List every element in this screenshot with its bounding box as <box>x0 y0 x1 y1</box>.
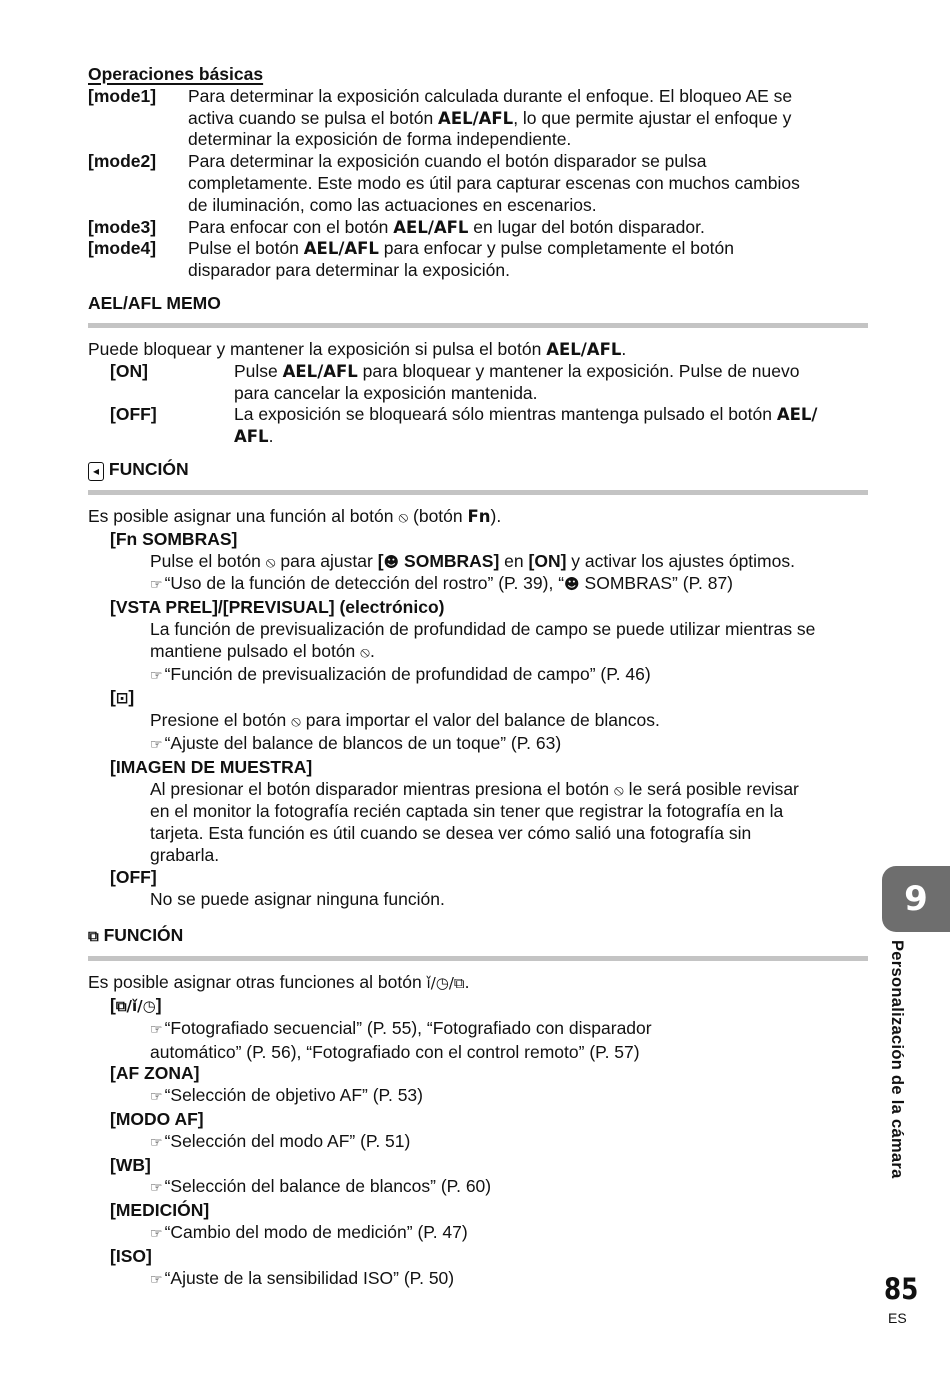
option-text-line <box>88 823 868 845</box>
text-line <box>234 404 817 426</box>
bold-text: [ON] <box>528 550 567 571</box>
chapter-number: 9 <box>904 879 928 919</box>
function-button-icon: ◂ <box>88 462 104 481</box>
text-line <box>234 383 817 405</box>
text-run: “Selección del balance de blancos” (P. 60) <box>164 1176 492 1197</box>
button-name: AEL/AFL <box>303 239 379 259</box>
text-run: Para determinar la exposición cuando el botón disparador se pulsa <box>188 151 707 172</box>
button-symbol-icon: ☻ <box>564 575 580 594</box>
option-text-line <box>88 1176 868 1200</box>
mode-description <box>188 86 800 151</box>
button-name: AEL/AFL <box>438 108 514 128</box>
mode-label: [mode1] <box>88 85 157 106</box>
chapter-tab <box>882 866 950 932</box>
option-text-line <box>88 573 868 597</box>
text-line <box>234 361 817 383</box>
text-run: Puede bloquear y mantener la exposición si pulsa el botón <box>88 338 547 359</box>
text-run: para ajustar <box>275 550 378 571</box>
text-run: en <box>499 550 529 571</box>
text-run: para bloquear y mantener la exposición. Pulse de nuevo <box>357 360 800 381</box>
option-heading <box>88 687 868 710</box>
text-run: de iluminación, como las actuaciones en escenarios. <box>188 194 597 215</box>
drive-function-item-list <box>88 995 868 1291</box>
text-run: “Selección de objetivo AF” (P. 53) <box>164 1085 423 1106</box>
text-run: Pulse el botón <box>150 550 266 571</box>
text-line <box>188 260 800 282</box>
text-run: . <box>369 640 375 661</box>
text-run: Pulse <box>234 360 283 381</box>
text-run: [ <box>110 995 116 1016</box>
bold-text: [ <box>377 550 384 571</box>
option-text-line <box>88 1085 868 1109</box>
button-name: AEL/ <box>776 405 818 425</box>
text-run: . <box>464 972 470 993</box>
memo-option-row <box>110 361 817 405</box>
mode-description <box>188 217 800 239</box>
option-heading <box>88 1155 868 1177</box>
mode-row <box>88 217 800 239</box>
text-run: “Uso de la función de detección del rostro” (P. 39), “ <box>164 573 565 594</box>
text-run: [VSTA PREL]/[PREVISUAL] (electrónico) <box>110 597 445 618</box>
button-symbol-icon: ⧉/ǐ/◷ <box>115 997 156 1016</box>
button-symbol-icon: ⦸ <box>614 780 624 799</box>
option-text-line <box>88 1131 868 1155</box>
mode-row <box>88 151 800 216</box>
option-text-line <box>88 641 868 664</box>
text-run: “Cambio del modo de medición” (P. 47) <box>164 1222 468 1243</box>
text-run: ] <box>128 687 135 708</box>
text-run: para enfocar y pulse completamente el botón <box>378 238 734 259</box>
text-run: . <box>621 338 627 359</box>
text-run: Pulse el botón <box>188 238 304 259</box>
text-run: determinar la exposición de forma independiente. <box>188 129 572 150</box>
text-run: en lugar del botón disparador. <box>468 216 705 237</box>
option-heading <box>88 867 868 889</box>
text-run: Es posible asignar otras funciones al botón <box>88 972 427 993</box>
text-run: y activar los ajustes óptimos. <box>566 550 795 571</box>
text-run: Para enfocar con el botón <box>188 216 394 237</box>
button-name: AEL/AFL <box>546 339 622 359</box>
text-line <box>188 173 800 195</box>
button-symbol-icon: ⦸ <box>360 642 370 661</box>
reference-icon: ☞ <box>150 667 163 684</box>
text-run: “Función de previsualización de profundidad de campo” (P. 46) <box>164 663 651 684</box>
text-run: La función de previsualización de profundidad de campo se puede utilizar mientras se <box>150 618 816 639</box>
text-run: Presione el botón <box>150 710 292 731</box>
memo-option-description <box>234 361 817 405</box>
text-run: tarjeta. Esta función es útil cuando se desea ver cómo salió una fotografía sin <box>150 823 752 844</box>
basic-operations-heading-text: Operaciones básicas <box>88 64 264 84</box>
sequential-shooting-icon: ⧉ <box>88 927 99 946</box>
text-run: [WB] <box>110 1154 151 1175</box>
text-run: ). <box>490 505 502 526</box>
reference-icon: ☞ <box>150 736 163 753</box>
reference-icon: ☞ <box>150 1180 163 1197</box>
option-text-line <box>88 1018 868 1042</box>
memo-option-list <box>110 361 817 448</box>
text-run: [AF ZONA] <box>110 1063 200 1084</box>
option-text-line <box>88 1268 868 1292</box>
page-number: 85 <box>884 1272 919 1306</box>
text-run: grabarla. <box>150 844 220 865</box>
text-run: [ <box>110 687 116 708</box>
text-run: . <box>268 426 274 447</box>
button-symbol-icon: ǐ/◷/⧉ <box>426 974 465 993</box>
option-text-line <box>88 889 868 911</box>
text-line <box>188 238 800 260</box>
mode-row <box>88 238 800 282</box>
bold-text: SOMBRAS] <box>399 550 500 571</box>
text-run: [MODO AF] <box>110 1109 204 1130</box>
function-intro <box>88 506 868 529</box>
text-line <box>188 129 800 151</box>
section-divider <box>88 323 868 328</box>
chapter-side-label: Personalización de la cámara <box>888 940 906 1179</box>
option-text-line <box>88 664 868 688</box>
option-text-line <box>88 1042 868 1064</box>
text-line <box>188 108 800 130</box>
text-run: para importar el valor del balance de blancos. <box>300 710 660 731</box>
option-heading <box>88 995 868 1018</box>
text-run: (botón <box>408 505 468 526</box>
text-run: No se puede asignar ninguna función. <box>150 888 445 909</box>
text-run: Es posible asignar una función al botón <box>88 505 399 526</box>
page-body <box>88 64 868 1291</box>
section-divider <box>88 490 868 495</box>
memo-option-row <box>110 404 817 448</box>
option-heading <box>88 1063 868 1085</box>
button-name: AEL/AFL <box>282 361 358 381</box>
basic-operations-heading <box>88 64 868 86</box>
mode-label: [mode4] <box>88 238 157 259</box>
button-symbol-icon: ⦸ <box>398 507 409 526</box>
function-section-title-text: FUNCIÓN <box>108 458 189 479</box>
text-run: Al presionar el botón disparador mientras presiona el botón <box>150 778 615 799</box>
text-run: [OFF] <box>110 866 157 887</box>
text-line <box>188 151 800 173</box>
option-heading <box>88 529 868 551</box>
section-divider <box>88 956 868 961</box>
text-run: Para determinar la exposición calculada durante el enfoque. El bloqueo AE se <box>188 85 793 106</box>
text-run: SOMBRAS” (P. 87) <box>579 573 734 594</box>
reference-icon: ☞ <box>150 1021 163 1038</box>
text-run: “Ajuste del balance de blancos de un toque” (P. 63) <box>164 732 562 753</box>
mode-list <box>88 86 800 282</box>
text-run: para cancelar la exposición mantenida. <box>234 382 538 403</box>
option-text-line <box>88 779 868 802</box>
text-line <box>234 426 817 448</box>
text-run: “Selección del modo AF” (P. 51) <box>164 1130 411 1151</box>
option-heading <box>88 1109 868 1131</box>
reference-icon: ☞ <box>150 1089 163 1106</box>
text-run: , lo que permite ajustar el enfoque y <box>513 107 792 128</box>
memo-option-description <box>234 404 817 448</box>
text-run: La exposición se bloqueará sólo mientras mantenga pulsado el botón <box>234 404 777 425</box>
text-run: automático” (P. 56), “Fotografiado con el control remoto” (P. 57) <box>150 1041 640 1062</box>
button-name: AEL/AFL <box>393 217 469 237</box>
drive-function-section-title <box>88 924 868 947</box>
mode-description <box>188 238 800 282</box>
function-section-title <box>88 458 868 481</box>
text-run: en el monitor la fotografía recién captada sin tener que registrar la fotografía en la <box>150 801 784 822</box>
text-run: mantiene pulsado el botón <box>150 640 361 661</box>
drive-function-intro <box>88 972 868 995</box>
reference-icon: ☞ <box>150 577 163 594</box>
reference-icon: ☞ <box>150 1134 163 1151</box>
option-text-line <box>88 1222 868 1246</box>
text-line <box>188 86 800 108</box>
memo-option-label: [ON] <box>110 360 148 381</box>
button-symbol-icon: ⊡ <box>115 689 129 708</box>
option-heading <box>88 757 868 779</box>
text-run: “Fotografiado secuencial” (P. 55), “Fotografiado con disparador <box>164 1017 652 1038</box>
drive-function-section-title-text: FUNCIÓN <box>103 925 184 946</box>
text-run: [IMAGEN DE MUESTRA] <box>110 756 313 777</box>
option-text-line <box>88 710 868 733</box>
text-run: ] <box>155 995 162 1016</box>
text-run: completamente. Este modo es útil para capturar escenas con muchos cambios <box>188 172 800 193</box>
button-symbol-icon: ⦸ <box>265 552 276 571</box>
memo-option-label: [OFF] <box>110 404 157 425</box>
reference-icon: ☞ <box>150 1271 163 1288</box>
ael-afl-memo-title: AEL/AFL MEMO <box>88 292 221 313</box>
button-name: AFL <box>234 427 269 447</box>
option-text-line <box>88 801 868 823</box>
button-symbol-icon: ☻ <box>383 552 400 571</box>
option-text-line <box>88 619 868 641</box>
option-heading <box>88 1200 868 1222</box>
function-item-list <box>88 529 868 911</box>
mode-label: [mode3] <box>88 216 157 237</box>
text-run: [Fn SOMBRAS] <box>110 528 238 549</box>
option-text-line <box>88 551 868 574</box>
text-run: disparador para determinar la exposición. <box>188 260 510 281</box>
text-line <box>188 217 800 239</box>
text-run: [MEDICIÓN] <box>110 1200 210 1221</box>
mode-row <box>88 86 800 151</box>
option-text-line <box>88 733 868 757</box>
option-text-line <box>88 845 868 867</box>
mode-description <box>188 151 800 216</box>
text-run: “Ajuste de la sensibilidad ISO” (P. 50) <box>164 1267 455 1288</box>
option-heading <box>88 597 868 619</box>
language-code: ES <box>888 1310 907 1326</box>
text-run: le será posible revisar <box>623 778 799 799</box>
reference-icon: ☞ <box>150 1226 163 1243</box>
option-heading <box>88 1246 868 1268</box>
button-symbol-icon: ⦸ <box>291 712 301 731</box>
text-line <box>188 195 800 217</box>
text-run: [ISO] <box>110 1245 152 1266</box>
text-run: activa cuando se pulsa el botón <box>188 107 439 128</box>
memo-intro <box>88 339 868 361</box>
mode-label: [mode2] <box>88 151 157 172</box>
button-name: Fn <box>467 506 491 526</box>
